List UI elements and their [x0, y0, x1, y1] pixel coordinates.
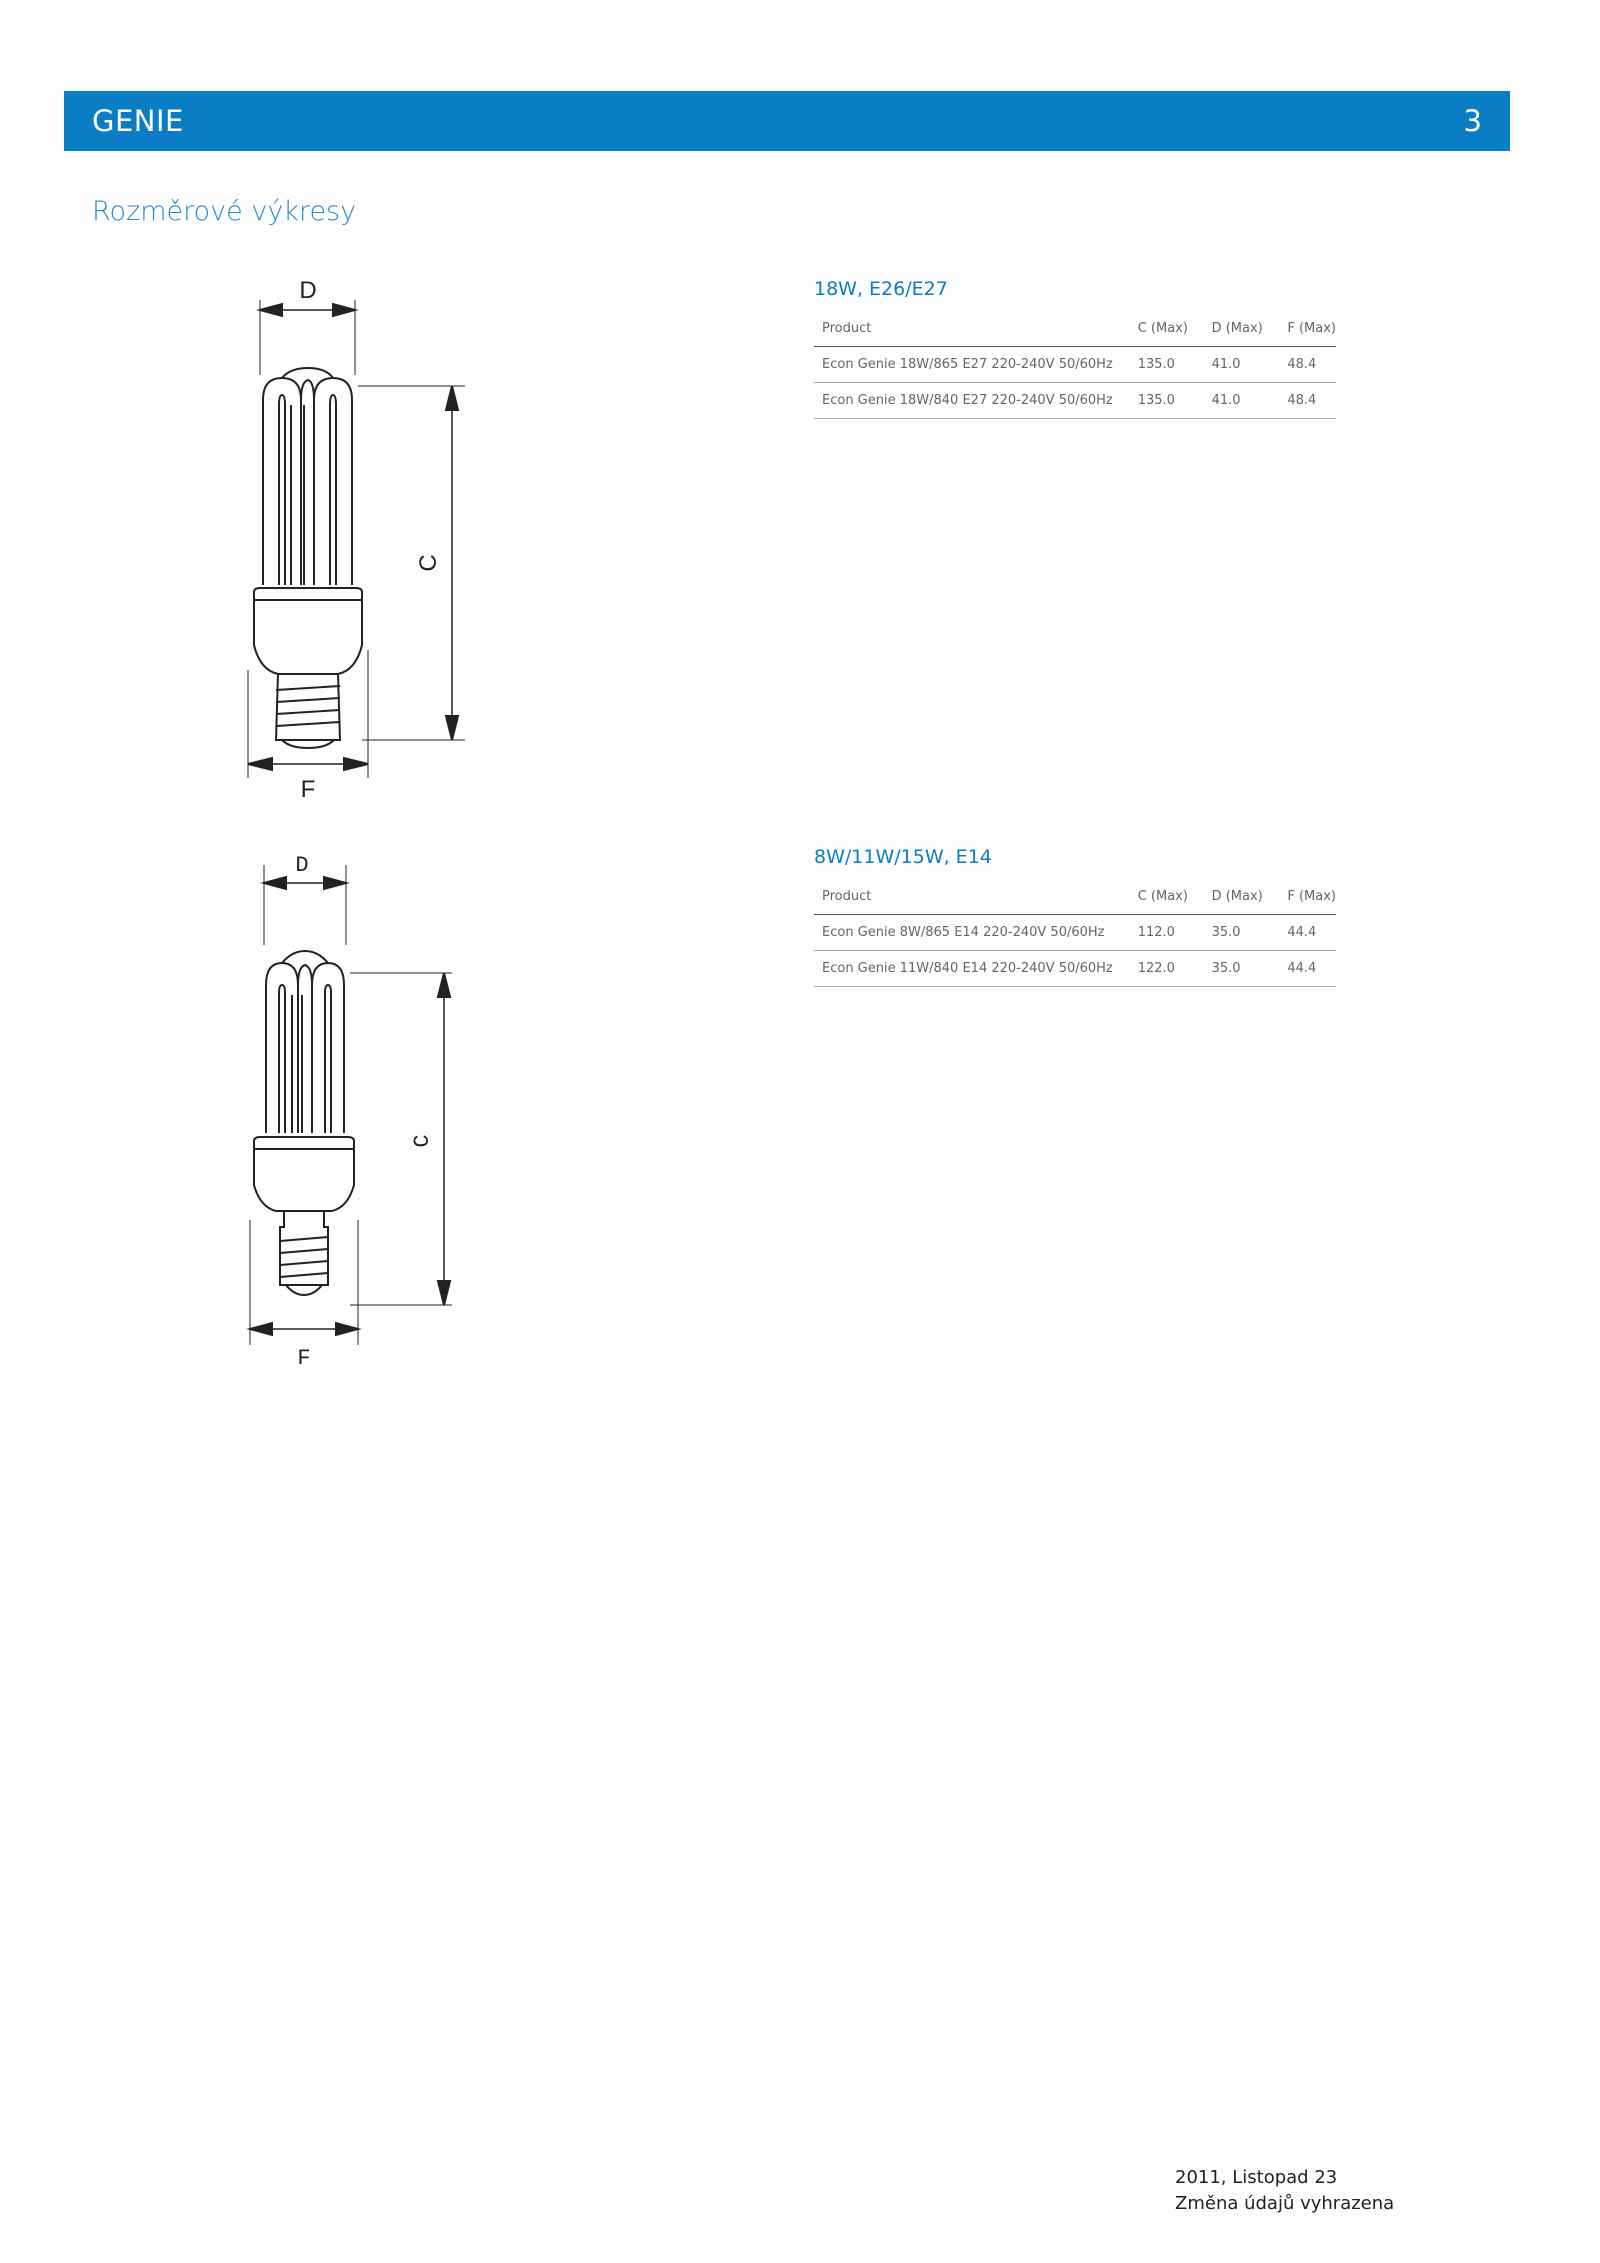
cell-c: 135.0 [1130, 347, 1204, 383]
cell-f: 48.4 [1279, 347, 1336, 383]
dimension-table [814, 878, 1336, 987]
cell-c: 135.0 [1130, 383, 1204, 419]
dimension-label-c: C [410, 1134, 435, 1148]
section-title: Rozměrové výkresy [92, 196, 357, 227]
spec-heading: 8W/11W/15W, E14 [814, 846, 992, 868]
cell-product: Econ Genie 18W/865 E27 220-240V 50/60Hz [814, 347, 1130, 383]
column-header-product: Product [814, 310, 1130, 347]
dimension-label-f: F [300, 776, 316, 803]
cell-d: 35.0 [1204, 951, 1280, 987]
column-header-c: C (Max) [1130, 310, 1204, 347]
dimension-label-f: F [297, 1346, 311, 1371]
cell-product: Econ Genie 18W/840 E27 220-240V 50/60Hz [814, 383, 1130, 419]
cell-c: 122.0 [1130, 951, 1204, 987]
cell-f: 44.4 [1279, 915, 1336, 951]
column-header-d: D (Max) [1204, 878, 1280, 915]
cell-product: Econ Genie 8W/865 E14 220-240V 50/60Hz [814, 915, 1130, 951]
header-bar [64, 91, 1510, 151]
spec-heading: 18W, E26/E27 [814, 278, 948, 300]
table-header-row [814, 878, 1336, 915]
footer [1175, 2165, 1394, 2217]
footer-disclaimer: Změna údajů vyhrazena [1175, 2193, 1395, 2214]
column-header-product: Product [814, 878, 1130, 915]
cell-f: 48.4 [1279, 383, 1336, 419]
table-row [814, 383, 1336, 419]
spec-block-e14 [814, 846, 1336, 987]
document-title: GENIE [92, 104, 184, 138]
dimension-table [814, 310, 1336, 419]
cell-d: 35.0 [1204, 915, 1280, 951]
lamp-e14-illustration [240, 845, 470, 1375]
table-row [814, 951, 1336, 987]
column-header-f: F (Max) [1279, 310, 1336, 347]
cell-f: 44.4 [1279, 951, 1336, 987]
dimension-label-d: D [299, 277, 317, 304]
cell-product: Econ Genie 11W/840 E14 220-240V 50/60Hz [814, 951, 1130, 987]
column-header-f: F (Max) [1279, 878, 1336, 915]
dimension-drawing-e27 [230, 270, 490, 810]
dimension-drawing-e14 [240, 845, 470, 1375]
cell-d: 41.0 [1204, 383, 1280, 419]
footer-date: 2011, Listopad 23 [1175, 2167, 1338, 2188]
page-number: 3 [1463, 104, 1482, 138]
column-header-d: D (Max) [1204, 310, 1280, 347]
spec-block-e27 [814, 278, 1336, 419]
table-row [814, 347, 1336, 383]
dimension-label-d: D [295, 853, 309, 878]
cell-d: 41.0 [1204, 347, 1280, 383]
table-row [814, 915, 1336, 951]
lamp-e27-illustration [230, 270, 490, 810]
table-header-row [814, 310, 1336, 347]
cell-c: 112.0 [1130, 915, 1204, 951]
column-header-c: C (Max) [1130, 878, 1204, 915]
dimension-label-c: C [415, 554, 442, 572]
